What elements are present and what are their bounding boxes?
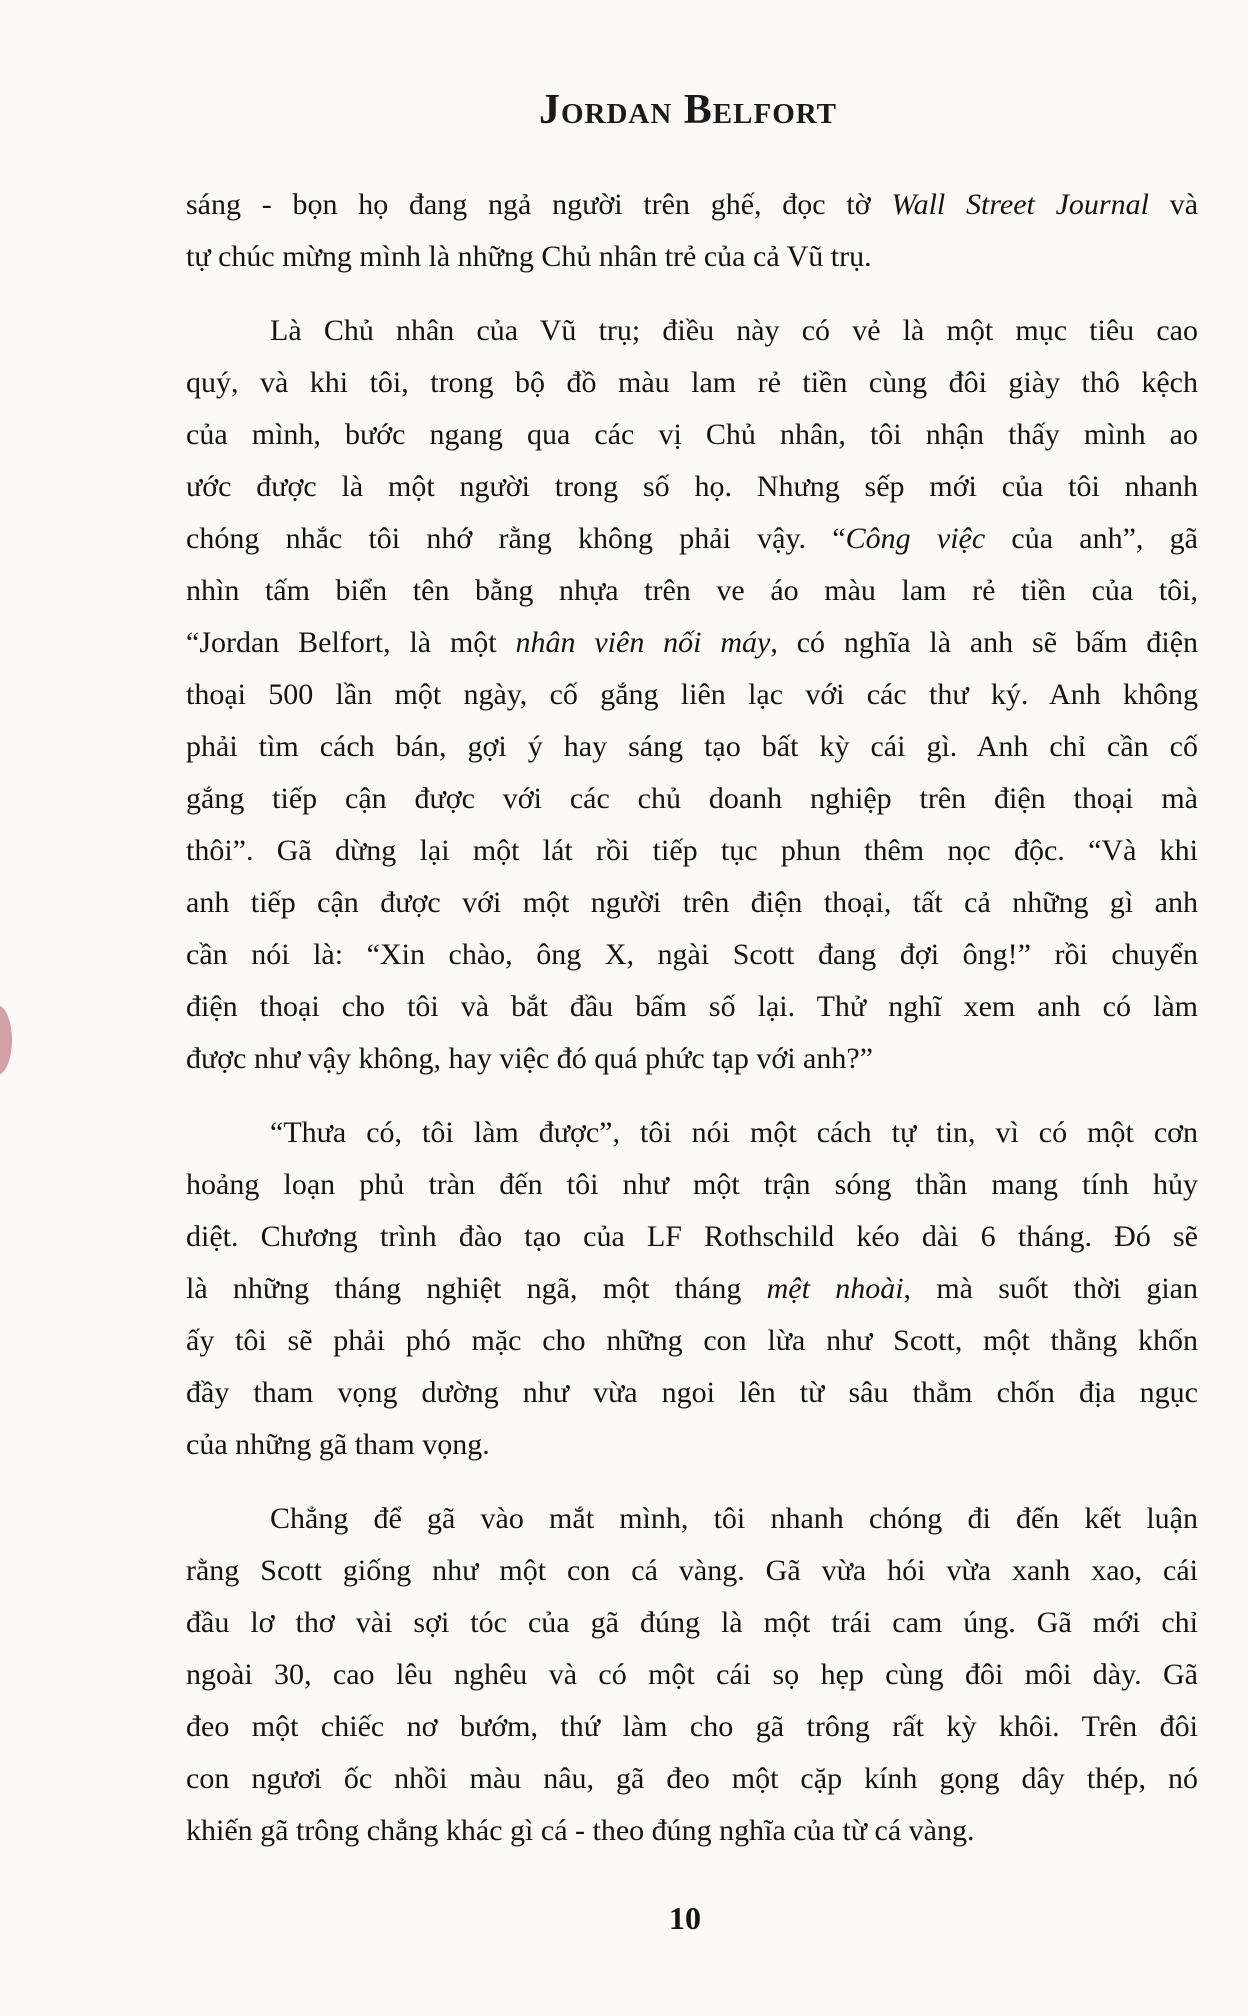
text-segment: điện thoại cho tôi và bắt đầu bấm số lại. Thử nghĩ xem anh có làm xyxy=(186,990,1198,1023)
text-line xyxy=(186,987,1198,1027)
text-segment: rằng Scott giống như một con cá vàng. Gã vừa hói vừa xanh xao, cái xyxy=(186,1554,1198,1587)
text-line xyxy=(186,779,1198,819)
text-line xyxy=(270,1499,1198,1539)
text-line xyxy=(186,1165,1198,1205)
text-segment: Chẳng để gã vào mắt mình, tôi nhanh chóng đi đến kết luận xyxy=(270,1502,1198,1535)
page-edge-mark xyxy=(0,1005,12,1075)
text-line xyxy=(186,1373,1198,1413)
text-segment: đeo một chiếc nơ bướm, thứ làm cho gã trông rất kỳ khôi. Trên đôi xyxy=(186,1710,1198,1743)
text-segment: ngoài 30, cao lêu nghêu và có một cái sọ hẹp cùng đôi môi dày. Gã xyxy=(186,1658,1198,1691)
text-line xyxy=(186,1269,1198,1309)
text-line xyxy=(186,237,1198,277)
text-segment: của mình, bước ngang qua các vị Chủ nhân, tôi nhận thấy mình ao xyxy=(186,418,1198,451)
text-segment: cần nói là: “Xin chào, ông X, ngài Scott đang đợi ông!” rồi chuyển xyxy=(186,938,1198,971)
text-line xyxy=(186,1217,1198,1257)
text-line xyxy=(186,185,1198,225)
text-segment: , mà suốt thời gian xyxy=(903,1272,1198,1305)
running-header: Jordan Belfort xyxy=(538,87,838,133)
text-line xyxy=(186,467,1198,507)
text-segment: là những tháng nghiệt ngã, một tháng xyxy=(186,1272,767,1305)
text-segment: thoại 500 lần một ngày, cố gắng liên lạc với các thư ký. Anh không xyxy=(186,678,1198,711)
text-line xyxy=(186,727,1198,767)
text-segment: , có nghĩa là anh sẽ bấm điện xyxy=(770,626,1198,659)
text-segment: đầy tham vọng dường như vừa ngoi lên từ sâu thẳm chốn địa ngục xyxy=(186,1376,1198,1409)
text-segment: nhìn tấm biển tên bằng nhựa trên ve áo màu lam rẻ tiền của tôi, xyxy=(186,574,1198,607)
text-segment: quý, và khi tôi, trong bộ đồ màu lam rẻ tiền cùng đôi giày thô kệch xyxy=(186,366,1198,399)
text-segment: con ngươi ốc nhồi màu nâu, gã đeo một cặp kính gọng dây thép, nó xyxy=(186,1762,1198,1795)
text-line xyxy=(186,519,1198,559)
text-segment: và xyxy=(1148,188,1198,221)
text-line xyxy=(270,1113,1198,1153)
text-segment: hoảng loạn phủ tràn đến tôi như một trận sóng thần mang tính hủy xyxy=(186,1168,1198,1201)
text-line xyxy=(186,623,1198,663)
text-line xyxy=(186,675,1198,715)
text-segment: thôi”. Gã dừng lại một lát rồi tiếp tục phun thêm nọc độc. “Và khi xyxy=(186,834,1198,867)
text-segment: của anh”, gã xyxy=(985,522,1198,555)
italic-text: nhân viên nối máy xyxy=(515,626,771,659)
text-segment: “Thưa có, tôi làm được”, tôi nói một cách tự tin, vì có một cơn xyxy=(270,1116,1198,1149)
text-line xyxy=(186,1707,1198,1747)
text-segment: sáng - bọn họ đang ngả người trên ghế, đọc tờ xyxy=(186,188,892,221)
text-line xyxy=(186,1811,1198,1851)
text-segment: ước được là một người trong số họ. Nhưng sếp mới của tôi nhanh xyxy=(186,470,1198,503)
italic-text: Công việc xyxy=(845,522,986,555)
text-line xyxy=(186,363,1198,403)
text-line xyxy=(270,311,1198,351)
text-line xyxy=(186,1759,1198,1799)
text-segment: của những gã tham vọng. xyxy=(186,1428,490,1461)
text-segment: “Jordan Belfort, là một xyxy=(186,626,516,659)
text-line xyxy=(186,831,1198,871)
text-segment: diệt. Chương trình đào tạo của LF Rothschild kéo dài 6 tháng. Đó sẽ xyxy=(186,1220,1198,1253)
text-line xyxy=(186,1039,1198,1079)
text-segment: Là Chủ nhân của Vũ trụ; điều này có vẻ là một mục tiêu cao xyxy=(270,314,1198,347)
text-segment: anh tiếp cận được với một người trên điện thoại, tất cả những gì anh xyxy=(186,886,1198,919)
text-line xyxy=(186,883,1198,923)
text-line xyxy=(186,935,1198,975)
text-segment: ấy tôi sẽ phải phó mặc cho những con lừa như Scott, một thằng khốn xyxy=(186,1324,1198,1357)
text-line xyxy=(186,415,1198,455)
text-segment: khiến gã trông chẳng khác gì cá - theo đúng nghĩa của từ cá vàng. xyxy=(186,1814,975,1847)
text-line xyxy=(186,1655,1198,1695)
page-number: 10 xyxy=(669,1900,701,1936)
text-segment: phải tìm cách bán, gợi ý hay sáng tạo bất kỳ cái gì. Anh chỉ cần cố xyxy=(186,730,1198,763)
italic-text: mệt nhoài xyxy=(766,1272,904,1305)
text-segment: đầu lơ thơ vài sợi tóc của gã đúng là một trái cam úng. Gã mới chỉ xyxy=(186,1606,1198,1639)
text-line xyxy=(186,571,1198,611)
text-line xyxy=(186,1603,1198,1643)
text-segment: tự chúc mừng mình là những Chủ nhân trẻ của cả Vũ trụ. xyxy=(186,240,872,273)
text-segment: được như vậy không, hay việc đó quá phức tạp với anh?” xyxy=(186,1042,873,1075)
text-line xyxy=(186,1321,1198,1361)
italic-text: Wall Street Journal xyxy=(891,188,1149,221)
text-segment: chóng nhắc tôi nhớ rằng không phải vậy. “ xyxy=(186,522,846,555)
text-line xyxy=(186,1425,1198,1465)
text-line xyxy=(186,1551,1198,1591)
text-segment: gắng tiếp cận được với các chủ doanh nghiệp trên điện thoại mà xyxy=(186,782,1198,815)
